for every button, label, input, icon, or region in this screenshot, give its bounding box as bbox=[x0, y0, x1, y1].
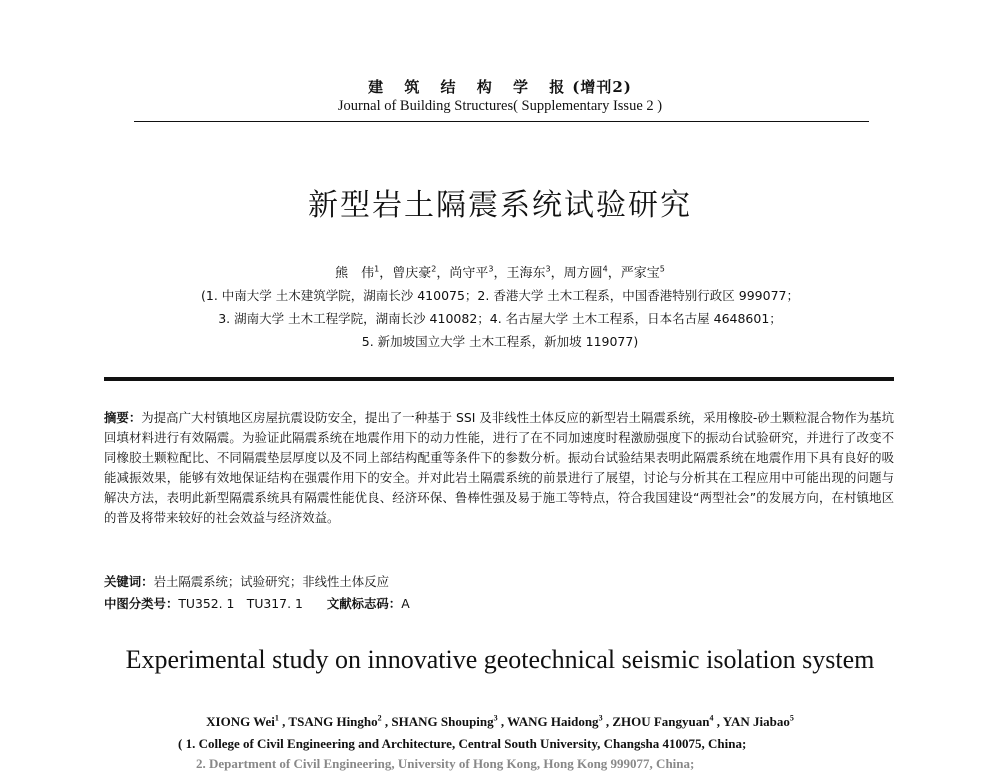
affiliation-cn-line-3: 5. 新加坡国立大学 土木工程系，新加坡 119077) bbox=[361, 334, 639, 349]
author-en-name: SHANG Shouping bbox=[391, 714, 494, 729]
author-cn-affiliation-marker: 5 bbox=[659, 264, 665, 274]
abstract-text: 为提高广大村镇地区房屋抗震设防安全，提出了一种基于 SSI 及非线性土体反应的新型岩土隔震系统，采用橡胶-砂土颗粒混合物作为基坑回填材料进行有效隔震。为验证此隔震系统在地震作用下的动力性能，进行了在不同加速度时程激励强度下的振动台试验研究，并进行了改变不同橡胶土颗粒配比、不同隔震垫层厚度以及不同上部结构配重等条件下的参数分析。振动台试验结果表明此隔震系统在地震作用下具有良好的吸能减振效果，能够有效地保证结构在强震作用下的安全。并对此岩土隔震系统的前景进行了展望，讨论与分析其在工程应用中可能出现的问题与解决方法，表明此新型隔震系统具有隔震性能优良、经济环保、鲁棒性强及易于施工等特点，符合我国建设“两型社会”的发展方向，在村镇地区的普及将带来较好的社会效益与经济效益。 bbox=[104, 410, 895, 525]
author-en-affiliation-marker: 5 bbox=[789, 713, 794, 723]
author-en-affiliation-marker: 3 bbox=[598, 713, 603, 723]
author-cn-name: 王海东 bbox=[506, 266, 546, 281]
affiliation-cn-line-1: (1. 中南大学 土木建筑学院，湖南长沙 410075；2. 香港大学 土木工程系，中国香港特别行政区 999077； bbox=[200, 288, 799, 303]
keywords-text: 岩土隔震系统；试验研究；非线性土体反应 bbox=[153, 574, 389, 589]
author-en-affiliation-marker: 1 bbox=[274, 713, 279, 723]
paper-title-en: Experimental study on innovative geotechnical seismic isolation system bbox=[125, 645, 875, 674]
affiliation-cn-line-2: 3. 湖南大学 土木工程学院，湖南长沙 410082；4. 名古屋大学 土木工程系，日本名古屋 4648601； bbox=[218, 311, 782, 326]
clc-label: 中图分类号： bbox=[104, 596, 179, 611]
author-list-cn: 熊 伟$^1$，曾庆豪$^2$，尚守平$^3$，王海东$^3$，周方圆$^4$，严家宝$^5$ bbox=[335, 264, 665, 281]
author-en-affiliation-marker: 3 bbox=[493, 713, 498, 723]
author-cn-name: 严家宝 bbox=[620, 266, 660, 281]
journal-title-cn bbox=[0, 76, 1000, 97]
journal-name-cn: 建 筑 结 构 学 报 bbox=[368, 78, 573, 96]
doc-code-label: 文献标志码： bbox=[326, 596, 402, 611]
author-en-name: TSANG Hingho bbox=[288, 714, 378, 729]
section-divider bbox=[104, 377, 894, 381]
author-en-affiliation-marker: 2 bbox=[377, 713, 382, 723]
keywords-label: 关键词： bbox=[104, 574, 154, 589]
author-en-name: ZHOU Fangyuan bbox=[612, 714, 710, 729]
author-cn-affiliation-marker: 1 bbox=[374, 264, 380, 274]
author-cn-affiliation-marker: 2 bbox=[431, 264, 437, 274]
author-cn-name: 曾庆豪 bbox=[392, 266, 432, 281]
journal-title-en: Journal of Building Structures( Supplementary Issue 2 ) bbox=[337, 98, 663, 114]
author-cn-name: 尚守平 bbox=[449, 266, 489, 281]
author-en-name: XIONG Wei bbox=[206, 714, 275, 729]
journal-issue-cn: (增刊2) bbox=[572, 78, 632, 96]
abstract-label: 摘要： bbox=[104, 410, 142, 425]
author-en-name: YAN Jiabao bbox=[722, 714, 790, 729]
doc-code-value: A bbox=[401, 596, 410, 611]
author-cn-affiliation-marker: 4 bbox=[602, 264, 608, 274]
author-en-name: WANG Haidong bbox=[507, 714, 599, 729]
author-cn-name: 熊 伟 bbox=[335, 266, 375, 281]
paper-title-cn: 新型岩土隔震系统试验研究 bbox=[308, 188, 692, 223]
affiliation-en-line-1: ( 1. College of Civil Engineering and Architecture, Central South University, Changsha 410075, China; bbox=[178, 736, 747, 751]
author-en-affiliation-marker: 4 bbox=[709, 713, 714, 723]
author-cn-affiliation-marker: 3 bbox=[545, 264, 551, 274]
author-cn-name: 周方圆 bbox=[563, 266, 603, 281]
author-cn-affiliation-marker: 3 bbox=[488, 264, 494, 274]
abstract bbox=[104, 408, 894, 528]
affiliation-en-line-2: 2. Department of Civil Engineering, University of Hong Kong, Hong Kong 999077, China; bbox=[196, 756, 695, 771]
keywords bbox=[104, 572, 389, 590]
header-divider bbox=[134, 121, 869, 122]
classification bbox=[104, 594, 410, 612]
clc-value: TU352. 1 TU317. 1 bbox=[178, 596, 303, 611]
author-list-en: XIONG Wei$^1$ , TSANG Hingho$^2$ , SHANG Shouping$^3$ , WANG Haidong$^3$ , ZHOU Fangyuan$^4$ , YAN Jiabao$^5$ bbox=[206, 713, 794, 729]
